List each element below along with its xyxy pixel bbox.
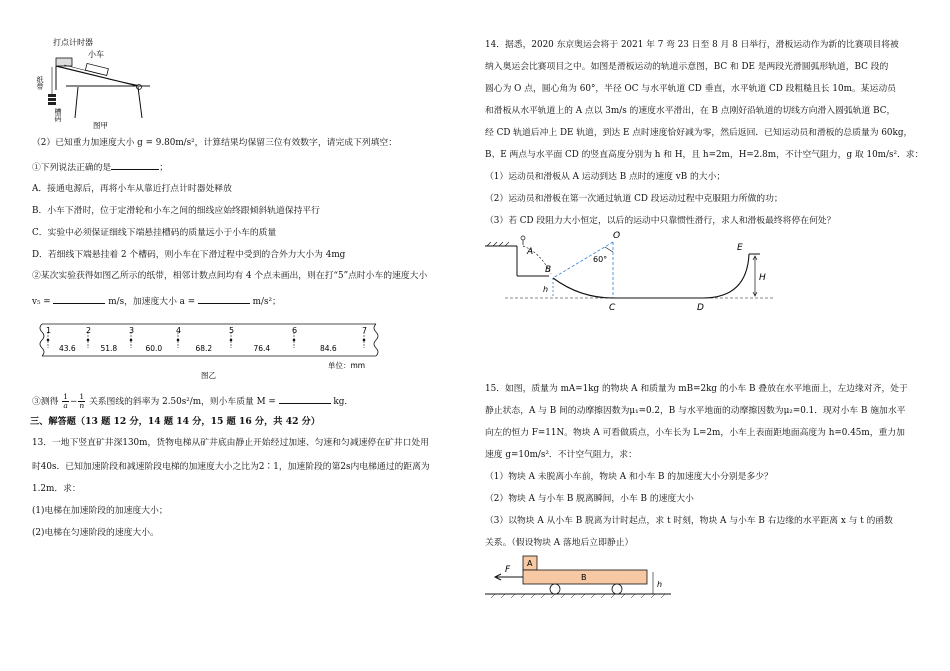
figure-skate-track	[485, 232, 775, 312]
label-B: B	[545, 265, 552, 275]
tape-unit: 单位：mm	[328, 361, 366, 370]
tape-segment-label: 51.8	[100, 344, 118, 353]
tape-segment-label: 76.4	[253, 344, 271, 353]
q13-line1: 13．一地下竖直矿井深130m，货物电梯从矿井底由静止开始经过加速、匀速和匀减速停在矿井口处用	[32, 438, 430, 448]
q14-part1: （1）运动员和滑板从 A 运动到达 B 点时的速度 vB 的大小；	[485, 172, 726, 182]
option-b: B．小车下滑时，位于定滑轮和小车之间的细线应始终跟倾斜轨道保持平行	[32, 206, 320, 216]
option-a: A．接通电源后，再将小车从靠近打点计时器处释放	[32, 184, 232, 194]
q15-line: 速度 g=10m/s²．不计空气阻力，求：	[485, 450, 637, 460]
q15-part3: （3）以物块 A 从小车 B 脱离为计时起点，求 t 时刻，物块 A 与小车 B 右边缘的水平距离 x 与 t 的函数	[485, 516, 893, 526]
q15-line: 15．如图，质量为 mA=1kg 的物块 A 和质量为 mB=2kg 的小车 B 叠放在水平地面上，左边缘对齐，处于	[485, 384, 908, 394]
figure-jia	[38, 36, 158, 132]
label-angle: 60°	[593, 255, 608, 264]
q15-line: 静止状态，A 与 B 间的动摩擦因数为μ₁=0.2，B 与水平地面的动摩擦因数为μ₂=0.1．现对小车 B 施加水平	[485, 406, 906, 416]
tape-point-label: 4	[176, 326, 182, 335]
q13-part1: (1)电梯在加速阶段的加速度大小；	[32, 506, 168, 516]
label-A: A	[527, 247, 534, 257]
label-C: C	[609, 303, 616, 313]
fig1-label-bucket: 槽码	[54, 108, 62, 122]
figure-cart	[485, 553, 675, 603]
tape-segment-label: 60.0	[145, 344, 163, 353]
label-cart-B: B	[581, 573, 587, 582]
q14-line: 纳入奥运会比赛项目之中。如图是滑板运动的轨道示意图，BC 和 DE 是两段光滑圆弧形轨道，BC 段的	[485, 62, 889, 72]
section-heading: 三、解答题（13 题 12 分，14 题 14 分，15 题 16 分，共 42 分）	[30, 416, 321, 427]
q14-part2: （2）运动员和滑板在第一次通过轨道 CD 段运动过程中克服阻力所做的功；	[485, 194, 783, 204]
q2-part2: ②某次实验获得如图乙所示的纸带，相邻计数点间均有 4 个点未画出，则在打“5”点时小车的速度大小	[32, 271, 428, 281]
q15-part1: （1）物块 A 未脱离小车前，物块 A 和小车 B 的加速度大小分别是多少？	[485, 472, 773, 482]
label-E: E	[737, 243, 743, 253]
q13-line3: 1.2m．求：	[32, 484, 81, 494]
q2-part2-blanks: v₅ = m/s，加速度大小 a = m/s²；	[32, 294, 281, 308]
tape-point-label: 1	[46, 326, 52, 335]
label-H: H	[759, 273, 766, 283]
figure-yi-tape	[36, 318, 386, 380]
wheel-icon	[550, 584, 560, 594]
option-c: C．实验中必须保证细线下端悬挂槽码的质量远小于小车的质量	[32, 228, 277, 238]
q14-line: 圆心为 O 点，圆心角为 60°，半径 OC 与水平轨道 CD 垂直，水平轨道 CD 段粗糙且长 10m。某运动员	[485, 84, 896, 94]
q15-part2: （2）物块 A 与小车 B 脱离瞬间，小车 B 的速度大小	[485, 494, 694, 504]
q13-line2: 时40s．已知加速阶段和减速阶段电梯的加速度大小之比为2∶1，加速阶段的第2s内电梯通过的距离为	[32, 462, 430, 472]
fig1-label-tape: 纸带	[36, 76, 44, 90]
q2-part3: ③测得 $\frac{1}{a}$ − $\frac{1}{n}$ 关系图线的斜率为 2.50s²/m，则小车质量 M = kg．	[32, 392, 354, 410]
wheel-icon	[612, 584, 622, 594]
answer-blank-a[interactable]	[198, 294, 250, 304]
q2-intro: （2）已知重力加速度大小 g = 9.80m/s²，计算结果均保留三位有效数字，请完成下列填空：	[32, 138, 398, 148]
answer-blank-1[interactable]	[111, 160, 159, 170]
weight-icon	[48, 94, 56, 97]
fig1-label-cart: 小车	[88, 50, 104, 59]
tape-segment-label: 84.6	[320, 344, 337, 353]
tape-point-label: 7	[362, 326, 368, 335]
answer-blank-mass[interactable]	[279, 394, 331, 404]
q14-part3: （3）若 CD 段阻力大小恒定，以后的运动中只靠惯性滑行，求人和滑板最终将停在何处？	[485, 216, 836, 226]
label-D: D	[697, 303, 704, 313]
label-h: h	[543, 285, 549, 294]
tape-point-label: 6	[292, 326, 298, 335]
label-block-A: A	[527, 559, 533, 568]
tape-segment-label: 43.6	[59, 344, 76, 353]
tape-point-label: 3	[129, 326, 135, 335]
timer-icon	[56, 58, 72, 66]
q13-part2: (2)电梯在匀速阶段的速度大小。	[32, 528, 159, 538]
q15-part3-cont: 关系。（假设物块 A 落地后立即静止）	[485, 538, 634, 548]
label-h2: h	[657, 580, 663, 589]
skater-icon	[521, 236, 525, 240]
q15-line: 向左的恒力 F=11N。物块 A 可看做质点，小车长为 L=2m，小车上表面距地面高度为 h=0.45m，重力加	[485, 428, 905, 438]
tape-caption: 图乙	[201, 371, 216, 380]
q14-line: 14．据悉，2020 东京奥运会将于 2021 年 7 弯 23 日至 8 月 8 日举行，滑板运动作为新的比赛项目将被	[485, 40, 899, 50]
q2-part1: ①下列说法正确的是 ；	[32, 160, 168, 174]
pulley-icon	[137, 85, 142, 90]
label-F: F	[505, 565, 511, 575]
q14-line: 经 CD 轨道后冲上 DE 轨道，到达 E 点时速度恰好减为零，然后返回．已知运动员和滑板的总质量为 60kg，	[485, 128, 913, 138]
tape-point-label: 2	[86, 326, 92, 335]
answer-blank-v5[interactable]	[53, 294, 105, 304]
label-O: O	[613, 231, 621, 241]
fig1-label-timer: 打点计时器	[53, 38, 93, 47]
tape-point-label: 5	[229, 326, 235, 335]
q14-line: 和滑板从水平轨道上的 A 点以 3m/s 的速度水平滑出，在 B 点刚好沿轨道的切线方向滑入圆弧轨道 BC，	[485, 106, 896, 116]
option-d: D．若细线下端悬挂着 2 个槽码，则小车在下滑过程中受到的合外力大小为 4mg	[32, 250, 346, 260]
tape-segment-label: 68.2	[195, 344, 213, 353]
q14-line: B、E 两点与水平面 CD 的竖直高度分别为 h 和 H，且 h=2m，H=2.8m，不计空气阻力，g 取 10m/s²．求：	[485, 150, 924, 160]
fig1-caption: 图甲	[93, 121, 108, 130]
